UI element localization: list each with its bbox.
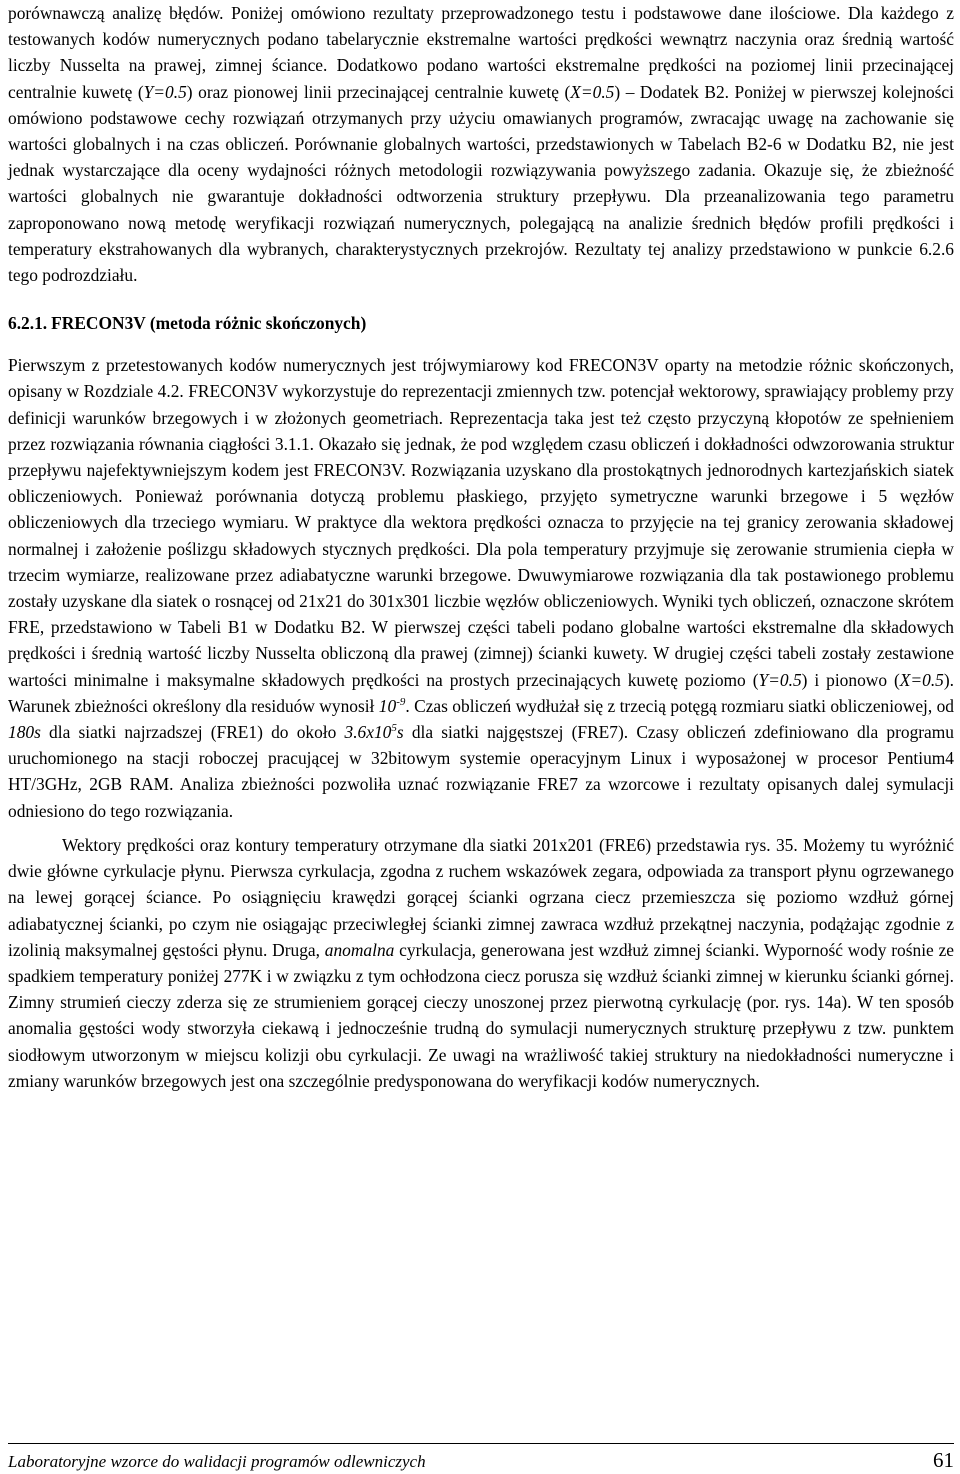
section-number: 6.2.1. xyxy=(8,313,48,334)
text-run: . Czas obliczeń wydłużał się z trzecią potęgą rozmiaru siatki obliczeniowej, od xyxy=(405,695,955,716)
footer-title: Laboratoryjne wzorce do walidacji programów odlewniczych xyxy=(8,1452,426,1471)
paragraph-intro xyxy=(8,0,954,288)
text-run: ). Warunek zbieżności określony dla residuów wynosił xyxy=(8,669,955,716)
paragraph-results xyxy=(8,832,954,1094)
text-run: porównawczą analizę błędów. Poniżej omówiono rezultaty przeprowadzonego testu i podstawowe dane ilościowe. Dla każdego z testowanych kodów numerycznych podano tabelarycznie ekstremalne wartości prędkości wewnątrz naczynia oraz średnią wartość liczby Nusselta na prawej, zimnej ściance. Dodatkowo podano wartości ekstremalne prędkości na poziomej linii przecinającej centralnie kuwetę ( xyxy=(8,3,954,102)
page-footer xyxy=(8,1443,954,1473)
equation-y: Y=0.5 xyxy=(143,81,187,102)
text-run: dla siatki najrzadszej (FRE1) do około xyxy=(40,722,345,743)
residual-base: 10 xyxy=(378,695,397,716)
section-heading xyxy=(8,310,954,336)
page-body xyxy=(8,0,954,1094)
equation-x: X=0.5 xyxy=(899,669,944,690)
text-run: ) i pionowo ( xyxy=(801,669,900,690)
time-max-unit: s xyxy=(396,722,404,743)
page-number: 61 xyxy=(933,1448,954,1472)
text-run: Wektory prędkości oraz kontury temperatury otrzymane dla siatki 201x201 (FRE6) przedstawia rys. 35. Możemy tu wyróżnić dwie główne cyrkulacje płynu. Pierwsza cyrkulacja, zgodna z ruchem wskazówek zegara, odpowiada za transport płynu ogrzewanego na lewej gorącej ściance. Po osiągnięciu krawędzi gorącej ścianki ogrzana ciecz przemieszcza się poziomo wzdłuż górnej adiabatycznej ścianki, po czym nie osiągając przeciwległej ścianki zimnej zawraca wzdłuż przekątnej naczynia, podążając zgodnie z izolinią maksymalnej gęstości płynu. Druga, xyxy=(8,834,954,960)
text-run: ) oraz pionowej linii przecinającej centralnie kuwetę ( xyxy=(186,81,571,102)
emphasis-anomalna: anomalna xyxy=(324,939,395,960)
section-title: FRECON3V (metoda różnic skończonych) xyxy=(51,313,367,334)
text-run: ) – Dodatek B2. Poniżej w pierwszej kolejności omówiono podstawowe cechy rozwiązań otrzymanych przy użyciu omawianych programów, zwracając uwagę na zachowanie się wartości globalnych i na czas obliczeń. Porównanie globalnych wartości, przedstawionych w Tabelach B2-6 w Dodatku B2, nie jest jednak wystarczające dla oceny wydajności różnych metodologii rozwiązywania powyższego zadania. Okazuje się, że zbieżność wartości globalnych nie gwarantuje dokładności odtworzenia struktury przepływu. Dla przeanalizowania tego parametru zaproponowano nową metodę weryfikacji rozwiązań numerycznych, polegającą na analizie średnich błędów profili prędkości i temperatury ekstrahowanych dla wybranych, charakterystycznych przekrojów. Rezultaty tej analizy przedstawiono w punkcie 6.2.6 tego podrozdziału. xyxy=(8,81,954,286)
equation-x: X=0.5 xyxy=(570,81,615,102)
text-run: dla siatki najgęstszej (FRE7). Czasy obliczeń zdefiniowano dla programu uruchomionego na stacji roboczej pracującej w 32bitowym systemie operacyjnym Linux i wyposażonej w procesor Pentium4 HT/3GHz, 2GB RAM. Analiza zbieżności pozwoliła uznać rozwiązanie FRE7 za wzorcowe i rezultaty opisanych dalej symulacji odniesiono do tego rozwiązania. xyxy=(8,722,954,821)
time-max-exponent: 5 xyxy=(391,722,397,735)
equation-y: Y=0.5 xyxy=(758,669,802,690)
residual-exponent: -9 xyxy=(396,696,406,709)
text-run: cyrkulacja, generowana jest wzdłuż zimnej ścianki. Wyporność wody rośnie ze spadkiem temperatury poniżej 277K i w związku z tym ochłodzona ciecz porusza się wzdłuż ścianki zimnej w kierunku ścianki górnej. Zimny strumień cieczy zderza się ze strumieniem gorącej cieczy unoszonej przez pierwotną cyrkulację (por. rys. 14a). W ten sposób anomalia gęstości wody stworzyła ciekawą i jednocześnie trudną do symulacji numerycznych strukturę przepływu z tzw. punktem siodłowym utworzonym w miejscu kolizji obu cyrkulacji. Ze uwagi na wrażliwość takiej struktury na niedokładności numeryczne i zmiany warunków brzegowych jest ona szczególnie predysponowana do weryfikacji kodów numerycznych. xyxy=(8,939,955,1091)
paragraph-frecon xyxy=(8,352,954,824)
text-run: Pierwszym z przetestowanych kodów numerycznych jest trójwymiarowy kod FRECON3V oparty na metodzie różnic skończonych, opisany w Rozdziale 4.2. FRECON3V wykorzystuje do reprezentacji zmiennych tzw. potencjał wektorowy, sprawiający problemy przy definicji warunków brzegowych i w złożonych geometriach. Reprezentacja taka jest też często przyczyną kłopotów ze spełnieniem przez rozwiązania równania ciągłości 3.1.1. Okazało się jednak, że pod względem czasu obliczeń i dokładności odwzorowania struktur przepływu najefektywniejszym kodem jest FRECON3V. Rozwiązania uzyskano dla prostokątnych jednorodnych kartezjańskich siatek obliczeniowych. Ponieważ porównania dotyczą problemu płaskiego, przyjęto symetryczne warunki brzegowe i 5 węzłów obliczeniowych dla trzeciego wymiaru. W praktyce dla wektora prędkości oznacza to przyjęcie na tej granicy zerowania składowej normalnej i założenie poślizgu składowych stycznych prędkości. Dla pola temperatury przyjmuje się zerowanie strumienia ciepła w trzecim wymiarze, realizowane przez adiabatyczne warunki brzegowe. Dwuwymiarowe rozwiązania dla tak postawionego problemu zostały uzyskane dla siatek o rosnącej od 21x21 do 301x301 liczbie węzłów obliczeniowych. Wyniki tych obliczeń, oznaczone skrótem FRE, przedstawiono w Tabeli B1 w Dodatku B2. W pierwszej części tabeli podano globalne wartości ekstremalne dla składowych prędkości i średnią wartość liczby Nusselta obliczoną dla prawej (zimnej) ścianki kuwety. W drugiej części tabeli zostały zestawione wartości minimalne i maksymalne składowych prędkości na prostych przecinających kuwetę poziomo ( xyxy=(8,355,954,690)
time-max-base: 3.6x10 xyxy=(344,722,392,743)
time-max xyxy=(345,722,404,742)
time-min: 180s xyxy=(8,722,41,743)
residual-value xyxy=(379,696,406,716)
